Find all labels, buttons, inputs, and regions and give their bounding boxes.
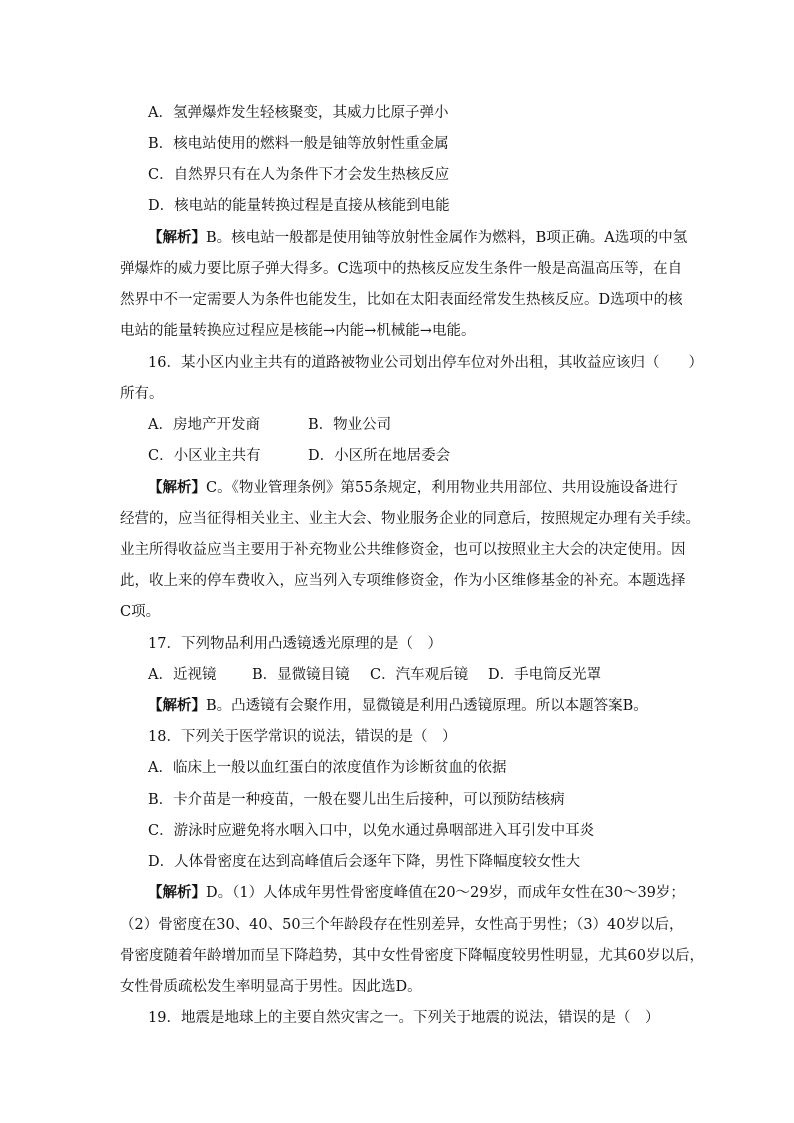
q15-analysis-line-4: 电站的能量转换应过程应是核能→内能→机械能→电能。	[120, 323, 476, 339]
q16-option-a: A．房地产开发商	[148, 417, 260, 433]
q16-question-cont: 所有。	[120, 386, 164, 402]
q17-options-row	[148, 665, 601, 685]
q15-analysis-line-3: 然界中不一定需要人为条件也能发生，比如在太阳表面经常发生热核反应。D选项中的核	[120, 292, 683, 308]
q18-question: 18．下列关于医学常识的说法，错误的是（ ）	[148, 729, 457, 745]
q15-option-c: C．自然界只有在人为条件下才会发生热核反应	[148, 167, 450, 183]
q15-analysis-line-2: 弹爆炸的威力要比原子弹大得多。C选项中的热核反应发生条件一般是高温高压等，在自	[120, 261, 683, 277]
q16-options-row-2	[148, 446, 450, 466]
q16-question: 16．某小区内业主共有的道路被物业公司划出停车位对外出租，其收益应该归（ ）	[148, 355, 703, 371]
q16-option-b: B．物业公司	[308, 417, 392, 433]
q16-analysis-line-2: 经营的，应当征得相关业主、业主大会、物业服务企业的同意后，按照规定办理有关手续。	[120, 511, 700, 527]
q17-analysis	[148, 696, 648, 716]
analysis-tag: 【解析】	[148, 697, 206, 714]
q16-option-d: D．小区所在地居委会	[308, 448, 451, 464]
q17-option-a: A．近视镜	[148, 667, 217, 683]
q18-analysis-line-3: 骨密度随着年龄增加而呈下降趋势，其中女性骨密度下降幅度较男性明显，尤其60岁以后，	[120, 948, 704, 964]
q16-analysis-line-3: 业主所得收益应当主要用于补充物业公共维修资金，也可以按照业主大会的决定使用。因	[120, 542, 686, 558]
q18-analysis-line-4: 女性骨质疏松发生率明显高于男性。因此选D。	[120, 979, 422, 995]
analysis-tag: 【解析】	[148, 884, 206, 901]
q15-option-d: D．核电站的能量转换过程是直接从核能到电能	[148, 198, 450, 214]
q18-option-a: A．临床上一般以血红蛋白的浓度值作为诊断贫血的依据	[148, 760, 507, 776]
analysis-tag: 【解析】	[148, 229, 206, 246]
q16-analysis-line-5: C项。	[120, 604, 161, 620]
q18-option-b: B．卡介苗是一种疫苗，一般在婴儿出生后接种，可以预防结核病	[148, 792, 565, 808]
q16-option-c: C．小区业主共有	[148, 448, 261, 464]
q15-option-b: B．核电站使用的燃料一般是铀等放射性重金属	[148, 136, 449, 152]
q17-option-c: C．汽车观后镜	[370, 667, 469, 683]
q17-question: 17．下列物品利用凸透镜透光原理的是（ ）	[148, 636, 442, 652]
analysis-tag: 【解析】	[148, 479, 206, 496]
q17-option-b: B．显微镜目镜	[252, 667, 350, 683]
q18-analysis-line-1	[148, 883, 685, 903]
q16-options-row-1	[148, 415, 391, 435]
analysis-text: B。核电站一般都是使用铀等放射性金属作为燃料，B项正确。A选项的中氢	[206, 230, 688, 246]
q18-analysis-line-2: （2）骨密度在30、40、50三个年龄段存在性别差异，女性高于男性；（3）40岁以后，	[120, 917, 684, 933]
q16-analysis-line-1	[148, 478, 678, 498]
q18-option-d: D．人体骨密度在达到高峰值后会逐年下降，男性下降幅度较女性大	[148, 854, 581, 870]
analysis-text: C。《物业管理条例》第55条规定，利用物业共用部位、共用设施设备进行	[206, 480, 678, 496]
q15-option-a: A．氢弹爆炸发生轻核聚变，其威力比原子弹小	[148, 105, 449, 121]
q18-option-c: C．游泳时应避免将水咽入口中，以免水通过鼻咽部进入耳引发中耳炎	[148, 823, 595, 839]
q17-option-d: D．手电筒反光罩	[488, 667, 602, 683]
q16-analysis-line-4: 此，收上来的停车费收入，应当列入专项维修资金，作为小区维修基金的补充。本题选择	[120, 573, 686, 589]
analysis-text: B。凸透镜有会聚作用，显微镜是利用凸透镜原理。所以本题答案B。	[206, 698, 648, 714]
q15-analysis-line-1	[148, 228, 687, 248]
analysis-text: D。（1）人体成年男性骨密度峰值在20～29岁，而成年女性在30～39岁；	[206, 885, 685, 901]
q19-question: 19．地震是地球上的主要自然灾害之一。下列关于地震的说法，错误的是（ ）	[148, 1010, 660, 1026]
